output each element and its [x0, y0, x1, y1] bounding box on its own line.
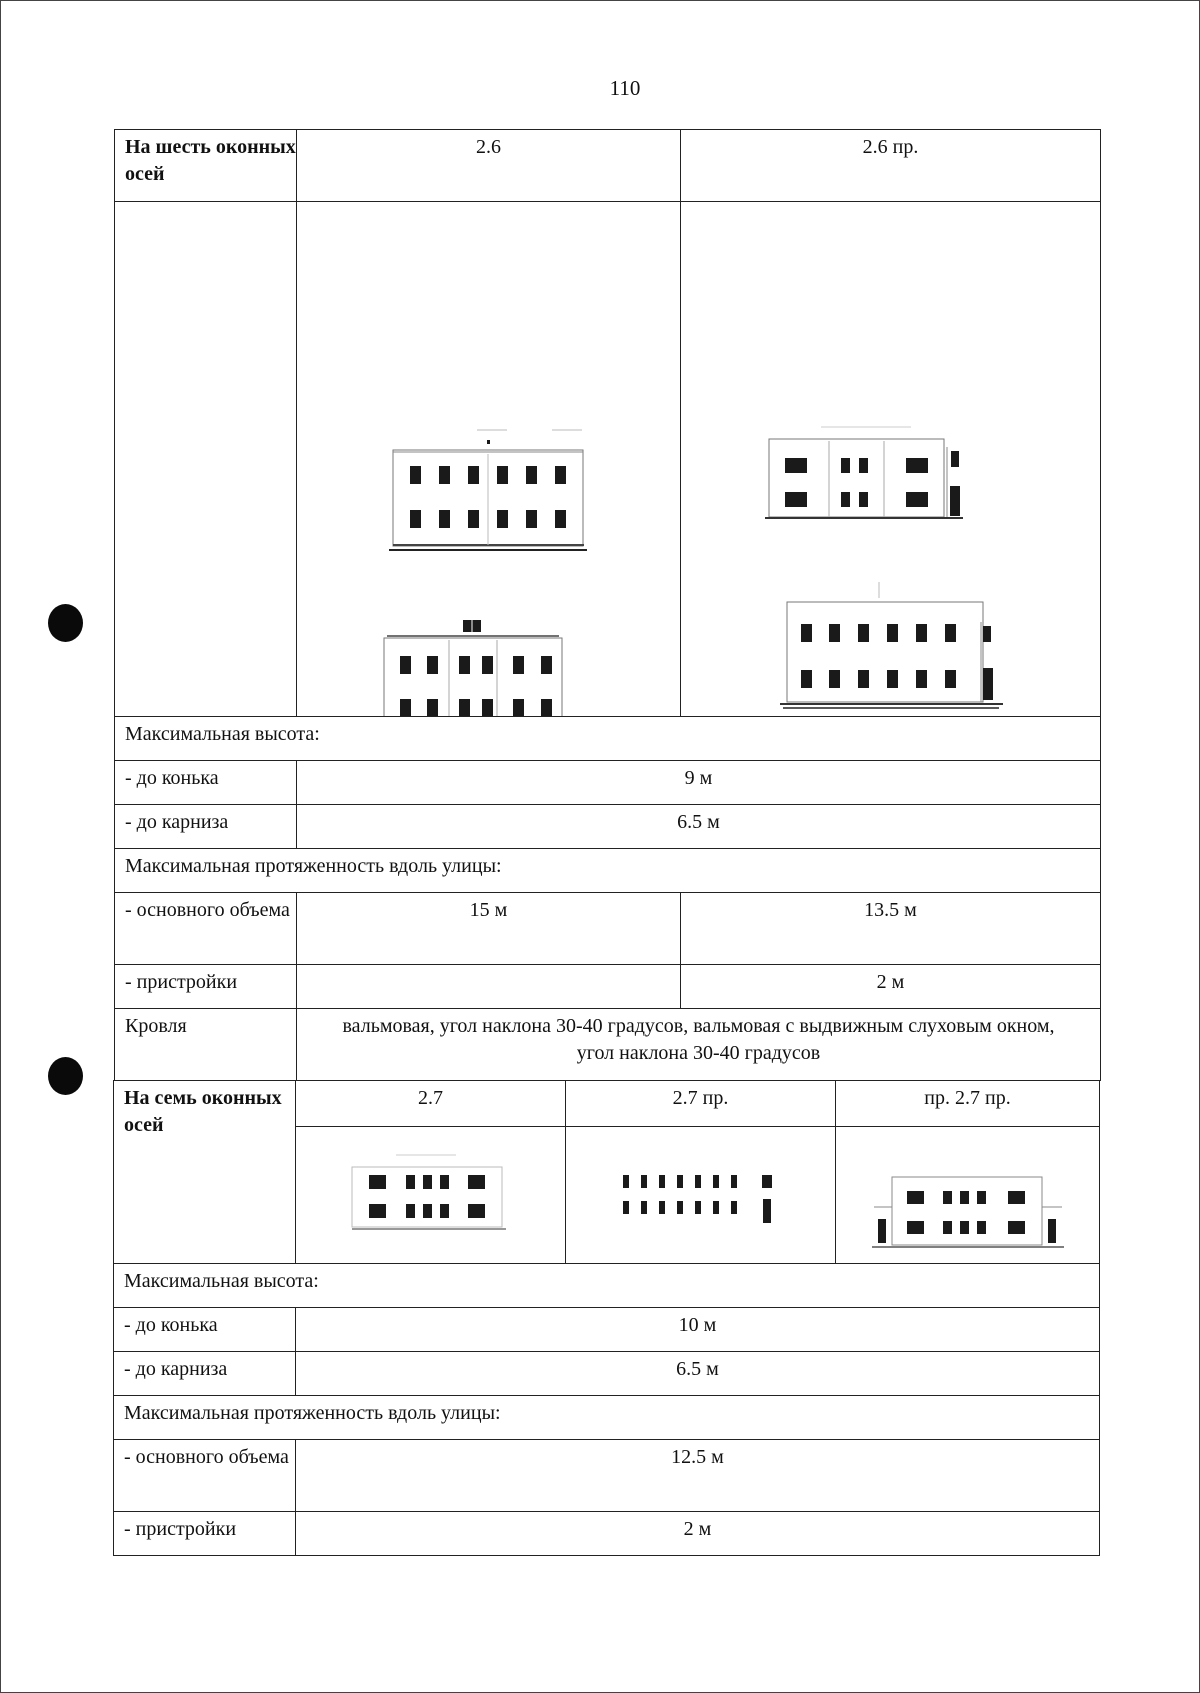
type-pr-2-7-pr-drawing [836, 1127, 1100, 1264]
type-2-6-pr-header: 2.6 пр. [681, 130, 1101, 202]
eave-label: - до карниза [115, 805, 297, 849]
type-2-7-header: 2.7 [296, 1081, 566, 1127]
type-2-6-pr-drawings [681, 202, 1101, 717]
facade-drawing-2-6-pr [681, 202, 1101, 716]
facade-drawing-2-7-pr [566, 1127, 836, 1263]
main-volume-label-7: - основного объема [114, 1440, 296, 1512]
eave-value-7: 6.5 м [296, 1352, 1100, 1396]
extension-label: - пристройки [115, 965, 297, 1009]
type-2-7-drawing [296, 1127, 566, 1264]
max-length-heading: Максимальная протяженность вдоль улицы: [115, 849, 1101, 893]
max-length-heading-7: Максимальная протяженность вдоль улицы: [114, 1396, 1100, 1440]
seven-axes-title: На семь оконных осей [114, 1081, 296, 1264]
roof-label: Кровля [115, 1009, 297, 1081]
extension-label-7: - пристройки [114, 1512, 296, 1556]
page-number: 110 [609, 76, 641, 100]
facade-drawing-pr-2-7-pr [836, 1127, 1100, 1263]
ridge-value: 9 м [297, 761, 1101, 805]
facade-drawing-2-6 [297, 202, 681, 716]
main-volume-value-2-6-pr: 13.5 м [681, 893, 1101, 965]
six-axes-title: На шесть оконных осей [115, 130, 297, 202]
ridge-label: - до конька [115, 761, 297, 805]
facade-drawing-2-7 [296, 1127, 566, 1263]
type-2-7-pr-drawing [566, 1127, 836, 1264]
max-height-heading: Максимальная высота: [115, 717, 1101, 761]
punch-hole [48, 604, 83, 642]
ridge-label-7: - до конька [114, 1308, 296, 1352]
max-height-heading-7: Максимальная высота: [114, 1264, 1100, 1308]
ridge-value-7: 10 м [296, 1308, 1100, 1352]
type-2-6-header: 2.6 [297, 130, 681, 202]
main-volume-value-7: 12.5 м [296, 1440, 1100, 1512]
empty-cell [115, 202, 297, 717]
type-pr-2-7-pr-header: пр. 2.7 пр. [836, 1081, 1100, 1127]
main-volume-value-2-6: 15 м [297, 893, 681, 965]
type-2-7-pr-header: 2.7 пр. [566, 1081, 836, 1127]
extension-value-2-6 [297, 965, 681, 1009]
eave-label-7: - до карниза [114, 1352, 296, 1396]
type-2-6-drawings [297, 202, 681, 717]
eave-value: 6.5 м [297, 805, 1101, 849]
seven-axes-table [113, 1080, 1100, 1556]
extension-value-7: 2 м [296, 1512, 1100, 1556]
extension-value-2-6-pr: 2 м [681, 965, 1101, 1009]
punch-hole [48, 1057, 83, 1095]
six-axes-table [114, 129, 1101, 1081]
roof-value: вальмовая, угол наклона 30-40 градусов, вальмовая с выдвижным слуховым окном, угол наклона 30-40 градусов [297, 1009, 1101, 1081]
main-volume-label: - основного объема [115, 893, 297, 965]
